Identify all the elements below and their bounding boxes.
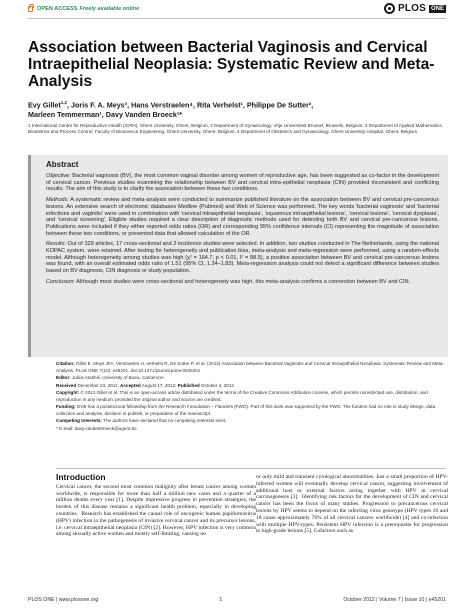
abstract-results bbox=[46, 241, 439, 275]
metadata-divider bbox=[56, 468, 446, 469]
objective-text: Bacterial vaginosis (BV), the most common vaginal disorder among women of reproductive age, has been suggested as co-factor in the development of cervical cancer. Previous studies examining the relationship between BV and cervical intra-epithelial neoplasia (CIN) provided inconsistent and conflicting results. The aim of this study is to clarify the association between these two conditions. bbox=[46, 173, 439, 193]
article-metadata bbox=[56, 361, 446, 433]
open-access-banner bbox=[28, 6, 139, 12]
funding-text: DVB has a postdoctoral fellowship from the Research Foundation – Flanders (FWO). Part of this work was supported by the FWO. The funders had no role in study design, data collection and analysis, decision to publish, or preparation of the manuscript. bbox=[56, 404, 436, 416]
received-date: December 23, 2011; bbox=[76, 382, 121, 388]
received-label: Received bbox=[56, 382, 77, 388]
intro-right-text: or only mild and transient cytological abnormalities. Just a small proportion of HPV-infected women will eventually develop cervical cancer, suggesting involvement of additional host or external factors acting together with HPV in cervical carcinogenesis [3]. Identifying risk factors for the development of CIN and cervical cancer has been the focus of many studies. Progression to precancerous cervical lesions by HPV seems to depend on the infecting virus genotype (HPV types 16 and 18 cause approximately 70% of all cervical cancers worldwide) [4] and co-infection with multiple HPV-types. Persistent HPV infection is a prerequisite for progression to high-grade lesions [5]. Cofactors such as bbox=[256, 474, 448, 535]
article-title: Association between Bacterial Vaginosis and Cervical Intraepithelial Neoplasia: Systematic Review and Meta-Analysis bbox=[28, 39, 435, 90]
abstract-box bbox=[28, 155, 448, 357]
open-lock-icon bbox=[28, 6, 33, 12]
first-author: Evy Gillet bbox=[28, 100, 61, 110]
journal-header-band bbox=[0, 0, 474, 18]
availability-label: Freely available online bbox=[79, 6, 140, 12]
header-divider bbox=[28, 18, 446, 19]
abstract-conclusion bbox=[46, 279, 439, 286]
copyright-text: © 2012 Gillet et al. This is an open-access article distributed under the terms of the Creative Commons Attribution License, which permits unrestricted use, distribution, and reproduction in any medium, provided the original author and source are credited. bbox=[56, 390, 428, 402]
dates bbox=[56, 383, 446, 390]
copyright-label: Copyright: bbox=[56, 390, 80, 395]
editor bbox=[56, 375, 446, 382]
conclusion-label: Conclusion: bbox=[46, 278, 75, 285]
intro-heading: Introduction bbox=[56, 472, 106, 482]
plos-logo-icon bbox=[384, 3, 395, 14]
accepted-label: Accepted bbox=[120, 382, 141, 388]
page-number: 1 bbox=[219, 597, 223, 603]
editor-label: Editor: bbox=[56, 375, 71, 380]
citation-label: Citation: bbox=[56, 361, 75, 366]
objective-label: Objective: bbox=[46, 173, 71, 179]
editor-text: Julius Atashili, University of Buea, Cameroon bbox=[70, 375, 164, 380]
footer-issue: October 2012 | Volume 7 | Issue 10 | e45201 bbox=[343, 597, 446, 603]
competing-label: Competing Interests: bbox=[56, 418, 102, 423]
journal-logo bbox=[384, 3, 446, 14]
author-list bbox=[28, 98, 448, 120]
journal-name: PLOS bbox=[397, 3, 426, 14]
page-footer bbox=[28, 597, 446, 603]
methods-label: Methods: bbox=[46, 197, 69, 204]
intro-right-column bbox=[256, 474, 448, 535]
citation bbox=[56, 361, 446, 374]
first-author-affil: 1,2 bbox=[60, 100, 68, 105]
footer-journal[interactable]: PLOS ONE | www.plosone.org bbox=[28, 597, 99, 603]
results-text: Out of 329 articles, 17 cross-sectional and 2 incidence studies were selected. In addition, two studies conducted in The Netherlands, using the national KOPAC system, were retained. After testing for heterogeneity and publication bias, meta-analysis and meta-regression were performed, using a random-effects model. Although heterogeneity among studies was high (χ² = 164.7, p < 0.01, I² = 88.5), a positive association between BV and cervical pre-cancerous lesions was found, with an overall estimated odds ratio of 1.51 (95% CI, 1.24–1.83). Meta-regression analysis could not detect a significant difference between studies based on BV diagnosis, CIN diagnosis or study population. bbox=[46, 241, 439, 275]
author-line-2: Marleen Temmerman¹, Davy Vanden Broeck¹* bbox=[28, 110, 183, 120]
open-access-label: OPEN ACCESS bbox=[37, 6, 78, 12]
citation-text: Gillet E, Meys JFA, Verstraelen H, Verhelst R, De Sutter P, et al. (2012) Association between Bacterial Vaginosis and Cervical Intraepithelial Neoplasia: Systematic Review and Meta-Analysis. PLoS ONE 7(10): e45201. doi:10.1371/journal.pone.0045201 bbox=[56, 361, 444, 373]
conclusion-text: Although most studies were cross-sectional and heterogeneity was high, this meta-analysis confirms a connection between BV and CIN. bbox=[74, 278, 411, 285]
competing-text: The authors have declared that no competing interests exist. bbox=[101, 418, 227, 423]
funding-label: Funding: bbox=[56, 404, 76, 409]
author-line-1-rest: , Joris F. A. Meys³, Hans Verstraelen⁴, Rita Verhelst¹, Philippe De Sutter², bbox=[67, 100, 314, 110]
abstract-objective bbox=[46, 173, 439, 193]
accepted-date: August 17, 2012; bbox=[140, 382, 178, 388]
published-label: Published bbox=[177, 382, 200, 388]
intro-left-column bbox=[56, 474, 256, 538]
competing-interests bbox=[56, 418, 446, 425]
affiliations: 1 International Centre for Reproductive Health (ICRH), Ghent University, Ghent, Belgium, 2 Department of Gynaecology, Vrije Universiteit Brussel, Brussels, Belgium, 3 Department of Applied Mathematics, Biometrics and Process Control, Faculty of Bioscience Engineering, Ghent University, Ghent, Belgium, 4 Department of Obstetrics and Gynaecology, Ghent University Hospital, Ghent, Belgium bbox=[28, 123, 443, 134]
funding bbox=[56, 404, 446, 417]
abstract-heading: Abstract bbox=[46, 160, 79, 169]
abstract-methods bbox=[46, 197, 439, 237]
results-label: Results: bbox=[46, 241, 67, 248]
journal-one-badge: ONE bbox=[430, 5, 444, 12]
corresponding-email[interactable]: * E-mail: davy.vandenbroeck@ugent.be bbox=[56, 425, 137, 431]
published-date: October 2, 2012 bbox=[199, 382, 234, 388]
copyright bbox=[56, 390, 446, 403]
intro-left-text: Cervical cancer, the second most common malignity after breast cancer among women worldwide, is responsible for more than half a million new cases and a quarter of a million deaths every year [1]. Despite impressive progress in prevention strategies, the burden of this disease remains a significant health problem, especially in developing countries. Research has established the causal role of oncogenic human papillomavirus (HPV) infection in the pathogenesis of invasive cervical cancer and its precursor lesions, i.e. cervical intraepithelial neoplasia (CIN) [2]. However, HPV infection is very common among sexually active women and mostly self-limiting, causing no bbox=[56, 483, 256, 538]
methods-text: A systematic review and meta-analysis were conducted to summarize published literature on the association between BV and cervical pre-cancerous lesions. An extensive search of electronic databases Medline (Pubmed) and Web of Science was performed. The key words 'bacterial vaginosis' and 'bacterial infections and vaginitis' were used in combination with 'cervical intraepithelial neoplasia', 'squamous intraepithelial lesions', 'cervical lesions', 'cervical dysplasia', and 'cervical screening'. Eligible studies required a clear description of diagnostic methods used for detecting both BV and cervical pre-cancerous lesions. Publications were included if they either reported odds ratios (OR) and corresponding 95% confidence intervals (CI) representing the magnitude of association between these two conditions, or presented data that allowed calculation of the OR. bbox=[46, 197, 439, 237]
author-line-1 bbox=[28, 98, 448, 110]
